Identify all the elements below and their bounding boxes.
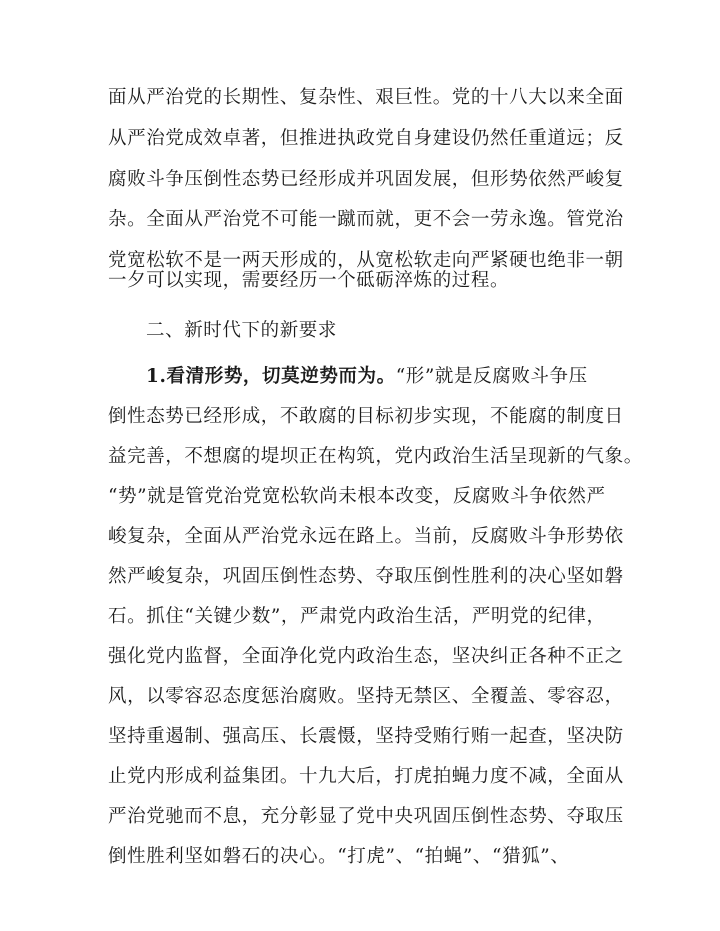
paragraph-line: 腐败斗争压倒性态势已经形成并巩固发展，但形势依然严峻复 [108, 169, 624, 190]
paragraph-line: 风，以零容忍态度惩治腐败。坚持无禁区、全覆盖、零容忍， [108, 686, 624, 707]
paragraph-line: 然严峻复杂，巩固压倒性态势、夺取压倒性胜利的决心坚如磐 [108, 566, 624, 587]
bold-lead-text: 1.看清形势，切莫逆势而为。 [146, 366, 396, 387]
section-heading: 二、新时代下的新要求 [146, 320, 338, 341]
lead-rest-text: “形”就是反腐败斗争压 [395, 366, 588, 387]
paragraph-line: 强化党内监督，全面净化党内政治生态，坚决纠正各种不正之 [108, 646, 624, 667]
paragraph-line: 严治党驰而不息，充分彰显了党中央巩固压倒性态势、夺取压 [108, 806, 624, 827]
paragraph-line: 党宽松软不是一两天形成的，从宽松软走向严紧硬也绝非一朝 [108, 250, 624, 271]
paragraph-line: 益完善，不想腐的堤坝正在构筑，党内政治生活呈现新的气象。 [108, 446, 643, 467]
paragraph-line: 止党内形成利益集团。十九大后，打虎拍蝇力度不减，全面从 [108, 766, 624, 787]
paragraph-line: 面从严治党的长期性、复杂性、艰巨性。党的十八大以来全面 [108, 87, 624, 108]
paragraph-line: 坚持重遏制、强高压、长震慑，坚持受贿行贿一起查，坚决防 [108, 726, 624, 747]
paragraph-line: 杂。全面从严治党不可能一蹴而就，更不会一劳永逸。管党治 [108, 209, 624, 230]
paragraph-line: “势”就是管党治党宽松软尚未根本改变，反腐败斗争依然严 [108, 486, 606, 507]
paragraph-line: 倒性胜利坚如磐石的决心。“打虎”、“拍蝇”、“猎狐”、 [108, 846, 570, 867]
paragraph-line: 倒性态势已经形成，不敢腐的目标初步实现，不能腐的制度日 [108, 406, 624, 427]
paragraph-line: 石。抓住“关键少数”，严肃党内政治生活，严明党的纪律， [108, 606, 606, 627]
paragraph-line: 峻复杂，全面从严治党永远在路上。当前，反腐败斗争形势依 [108, 526, 624, 547]
paragraph-line: 从严治党成效卓著，但推进执政党自身建设仍然任重道远；反 [108, 128, 624, 149]
paragraph-line: 一夕可以实现，需要经历一个砥砺淬炼的过程。 [108, 270, 510, 291]
paragraph-lead-line [146, 365, 628, 389]
